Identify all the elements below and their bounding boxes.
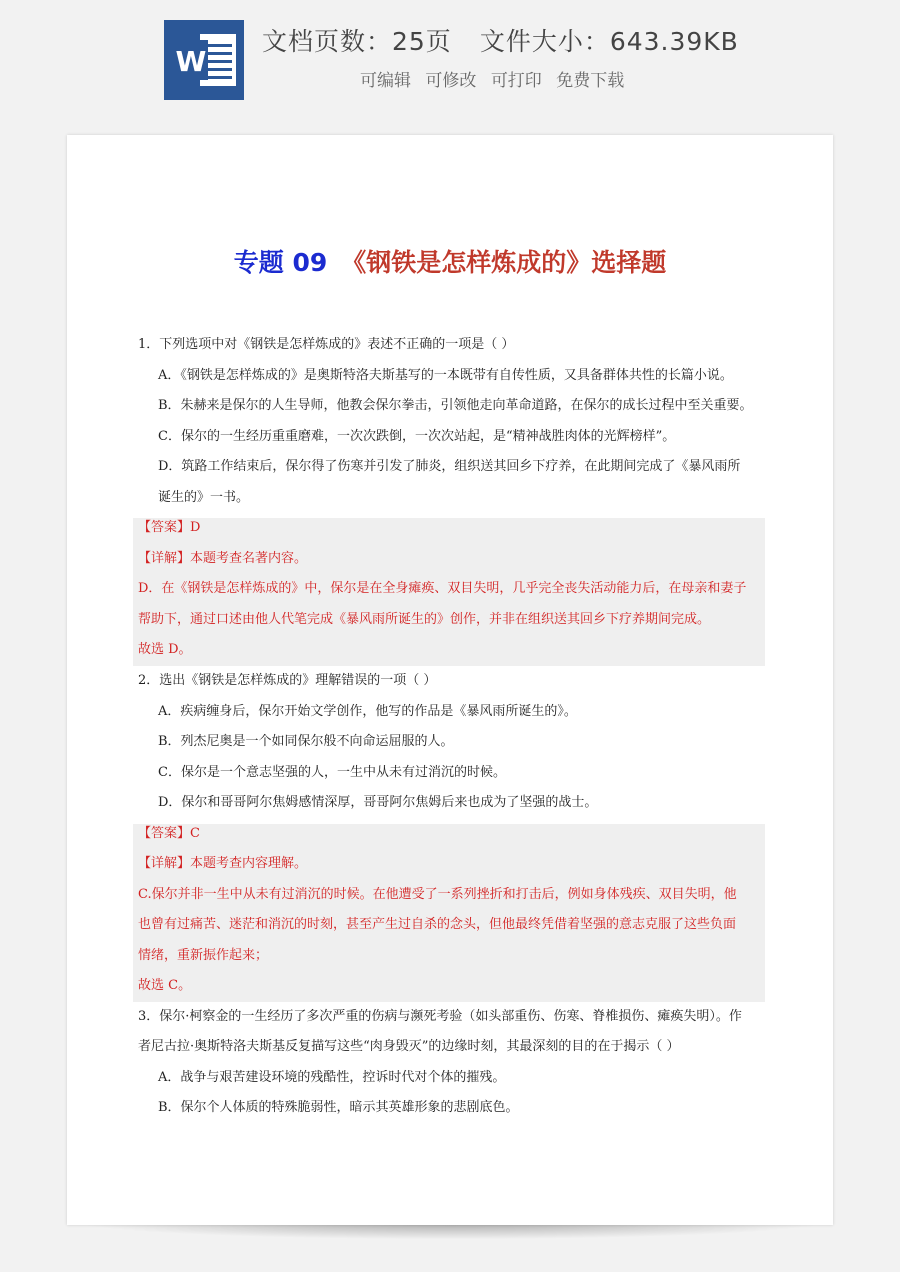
- question-3-stem-line-1: 3．保尔·柯察金的一生经历了多次严重的伤病与濒死考验（如头部重伤、伤寒、脊椎损伤、瘫痪失明）。作: [138, 1009, 742, 1024]
- question-3-option-b: B．保尔个人体质的特殊脆弱性，暗示其英雄形象的悲剧底色。: [158, 1100, 519, 1115]
- download-banner: [0, 0, 900, 125]
- question-3-option-a: A．战争与艰苦建设环境的残酷性，控诉时代对个体的摧残。: [158, 1070, 506, 1085]
- question-2-analysis: 【详解】本题考查内容理解。: [138, 856, 308, 871]
- title-prefix: 专题 09: [233, 248, 328, 277]
- question-1-option-d: D．筑路工作结束后，保尔得了伤寒并引发了肺炎，组织送其回乡下疗养，在此期间完成了《暴风雨所: [158, 459, 741, 474]
- file-size: 文件大小：643.39KB: [479, 27, 739, 56]
- word-document-icon: [164, 20, 244, 100]
- question-1-option-d-cont: 诞生的》一书。: [158, 490, 250, 505]
- document-page: [67, 135, 833, 1225]
- question-2-answer: 【答案】C: [138, 826, 200, 841]
- question-1-explain-line-1: D．在《钢铁是怎样炼成的》中，保尔是在全身瘫痪、双目失明，几乎完全丧失活动能力后，在母亲和妻子: [138, 581, 747, 596]
- question-1-option-a: A．《钢铁是怎样炼成的》是奥斯特洛夫斯基写的一本既带有自传性质，又具备群体共性的长篇小说。: [158, 368, 733, 383]
- question-1-option-b: B．朱赫来是保尔的人生导师，他教会保尔拳击，引领他走向革命道路，在保尔的成长过程中至关重要。: [158, 398, 753, 413]
- file-meta: [262, 22, 739, 58]
- question-1-explain-line-2: 帮助下，通过口述由他人代笔完成《暴风雨所诞生的》创作，并非在组织送其回乡下疗养期间完成。: [138, 612, 711, 627]
- question-1-conclusion: 故选 D。: [138, 642, 192, 657]
- page-count: 文档页数：25页: [262, 27, 452, 56]
- question-1-stem: 1．下列选项中对《钢铁是怎样炼成的》表述不正确的一项是（ ）: [138, 337, 515, 352]
- question-2-explain-line-3: 情绪，重新振作起来；: [138, 948, 269, 963]
- question-1-analysis: 【详解】本题考查名著内容。: [138, 551, 308, 566]
- svg-text:W: W: [175, 45, 207, 78]
- question-2-option-b: B．列杰尼奥是一个如同保尔般不向命运屈服的人。: [158, 734, 454, 749]
- question-2-option-d: D．保尔和哥哥阿尔焦姆感情深厚，哥哥阿尔焦姆后来也成为了坚强的战士。: [158, 795, 598, 810]
- question-2-option-a: A．疾病缠身后，保尔开始文学创作，他写的作品是《暴风雨所诞生的》。: [158, 704, 577, 719]
- question-2-explain-line-2: 也曾有过痛苦、迷茫和消沉的时刻，甚至产生过自杀的念头，但他最终凭借着坚强的意志克服了这些负面: [138, 917, 737, 932]
- question-2-explain-line-1: C.保尔并非一生中从未有过消沉的时候。在他遭受了一系列挫折和打击后，例如身体残疾、双目失明，他: [138, 887, 737, 902]
- question-3-stem-line-2: 者尼古拉·奥斯特洛夫斯基反复描写这些“肉身毁灭”的边缘时刻，其最深刻的目的在于揭示（ ）: [138, 1039, 680, 1054]
- feature-list: [360, 66, 633, 91]
- question-1-answer: 【答案】D: [138, 520, 201, 535]
- question-2-stem: 2．选出《钢铁是怎样炼成的》理解错误的一项（ ）: [138, 673, 437, 688]
- feature-modifiable: 可修改: [425, 71, 477, 91]
- feature-free-download: 免费下载: [556, 71, 625, 91]
- document-title: [67, 243, 833, 279]
- feature-editable: 可编辑: [360, 71, 411, 91]
- question-1-option-c: C．保尔的一生经历重重磨难，一次次跌倒，一次次站起，是“精神战胜肉体的光辉榜样”。: [158, 429, 676, 444]
- question-2-conclusion: 故选 C。: [138, 978, 192, 993]
- feature-printable: 可打印: [490, 71, 542, 91]
- question-2-option-c: C．保尔是一个意志坚强的人，一生中从未有过消沉的时候。: [158, 765, 506, 780]
- title-main: 《钢铁是怎样炼成的》选择题: [341, 248, 667, 277]
